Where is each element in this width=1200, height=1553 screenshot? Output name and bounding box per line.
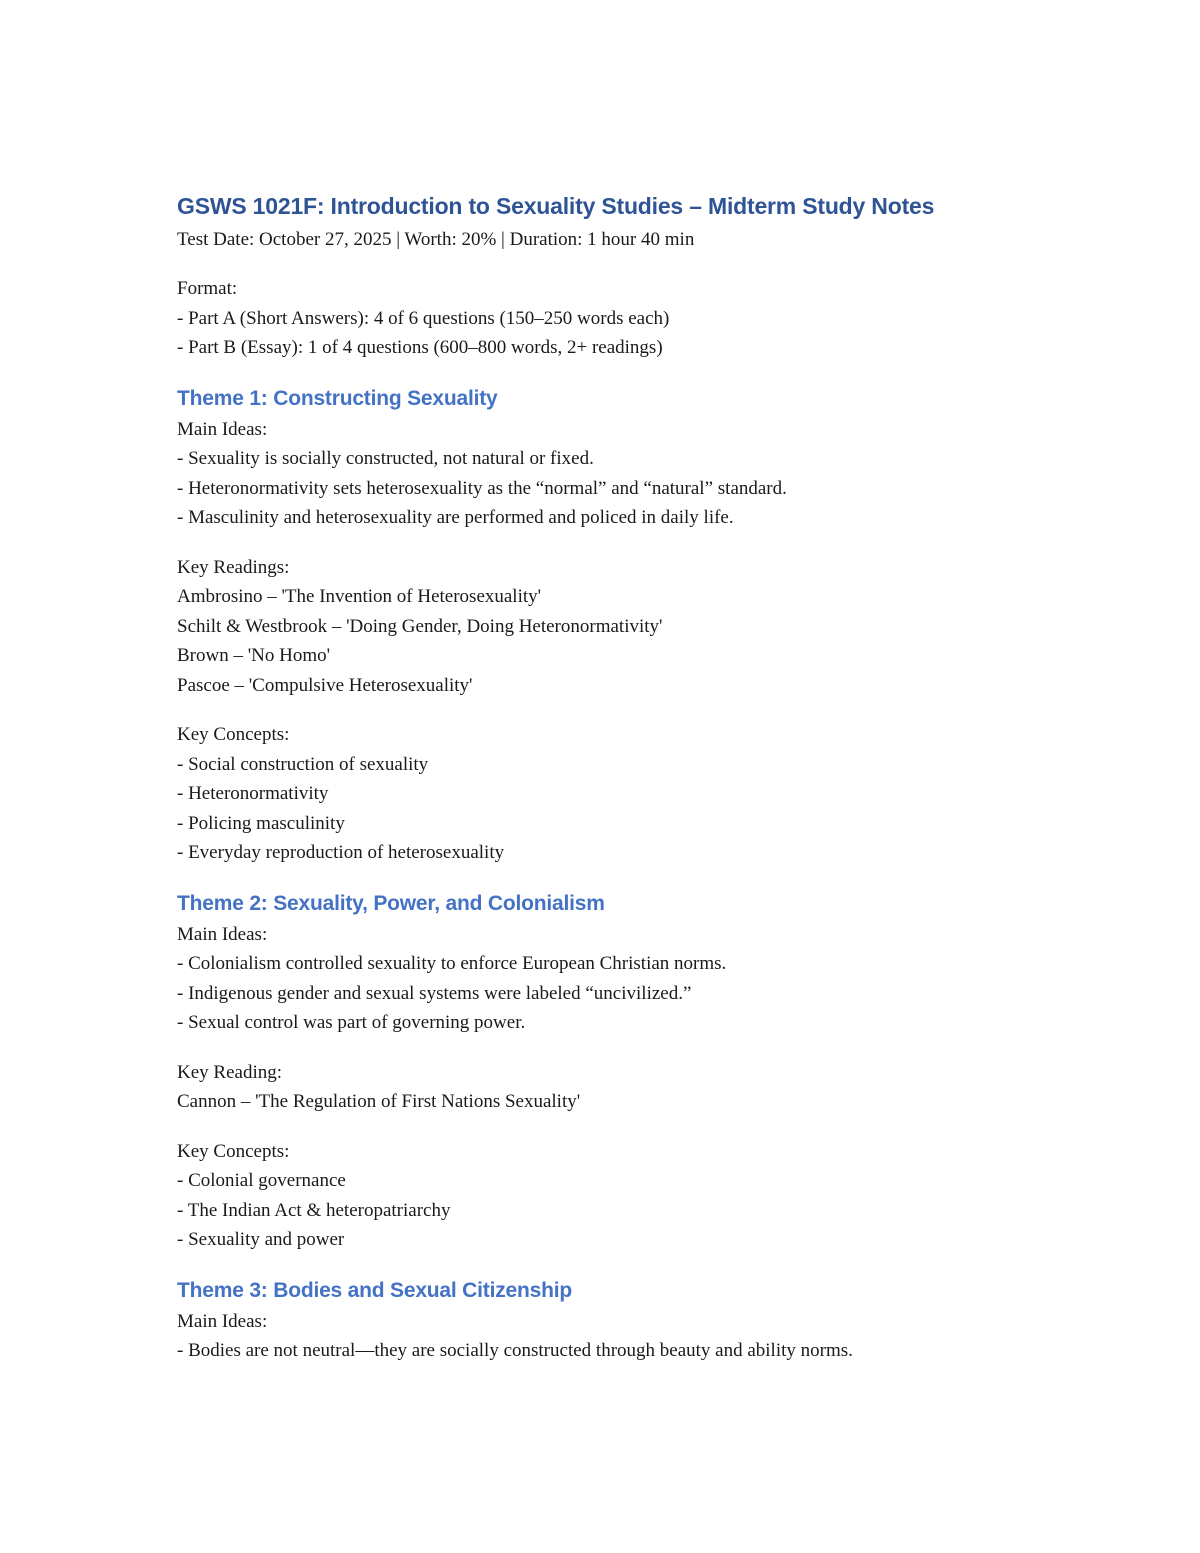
reading-item: Ambrosino – 'The Invention of Heterosexuality'	[177, 586, 542, 607]
key-concepts-label: Key Concepts:	[177, 1140, 290, 1162]
list-item: - Part B (Essay): 1 of 4 questions (600–800 words, 2+ readings)	[177, 337, 663, 358]
theme-2-heading: Theme 2: Sexuality, Power, and Colonialism	[177, 891, 605, 915]
format-label: Format:	[177, 278, 238, 299]
theme-3-heading: Theme 3: Bodies and Sexual Citizenship	[177, 1278, 572, 1302]
reading-item: Pascoe – 'Compulsive Heterosexuality'	[177, 674, 473, 696]
test-info: Test Date: October 27, 2025 | Worth: 20% | Duration: 1 hour 40 min	[177, 229, 695, 250]
key-reading-label: Key Reading:	[177, 1061, 283, 1083]
list-item: - Policing masculinity	[177, 812, 345, 834]
key-concepts-block	[177, 1137, 1077, 1255]
main-ideas-label: Main Ideas:	[177, 923, 268, 945]
list-item: - Indigenous gender and sexual systems were labeled “uncivilized.”	[177, 982, 692, 1004]
theme-3-section	[177, 1275, 1077, 1366]
key-reading-block	[177, 1058, 1077, 1117]
reading-item: Brown – 'No Homo'	[177, 645, 331, 666]
list-item: - Colonial governance	[177, 1170, 346, 1191]
list-item: - Part A (Short Answers): 4 of 6 questions (150–250 words each)	[177, 307, 670, 329]
list-item: - Sexual control was part of governing power.	[177, 1012, 526, 1033]
list-item: - The Indian Act & heteropatriarchy	[177, 1199, 451, 1221]
key-concepts-label: Key Concepts:	[177, 724, 290, 745]
reading-item: Schilt & Westbrook – 'Doing Gender, Doing Heteronormativity'	[177, 615, 663, 637]
list-item: - Masculinity and heterosexuality are performed and policed in daily life.	[177, 507, 734, 528]
theme-1-heading: Theme 1: Constructing Sexuality	[177, 386, 498, 410]
format-section	[177, 274, 1077, 363]
key-readings-label: Key Readings:	[177, 556, 290, 578]
theme-2-section	[177, 888, 1077, 1255]
list-item: - Everyday reproduction of heterosexuality	[177, 842, 505, 863]
document-page	[177, 190, 1077, 1366]
reading-item: Cannon – 'The Regulation of First Nations Sexuality'	[177, 1091, 581, 1112]
list-item: - Bodies are not neutral—they are socially constructed through beauty and ability norms.	[177, 1340, 853, 1361]
key-readings-block	[177, 553, 1077, 701]
list-item: - Sexuality and power	[177, 1229, 345, 1250]
key-concepts-block	[177, 720, 1077, 868]
theme-1-section	[177, 383, 1077, 868]
document-title: GSWS 1021F: Introduction to Sexuality Studies – Midterm Study Notes	[177, 193, 935, 219]
list-item: - Social construction of sexuality	[177, 753, 429, 775]
main-ideas-label: Main Ideas:	[177, 1310, 268, 1332]
list-item: - Colonialism controlled sexuality to enforce European Christian norms.	[177, 953, 727, 974]
list-item: - Heteronormativity	[177, 783, 329, 804]
list-item: - Sexuality is socially constructed, not natural or fixed.	[177, 448, 594, 469]
list-item: - Heteronormativity sets heterosexuality as the “normal” and “natural” standard.	[177, 477, 787, 499]
main-ideas-label: Main Ideas:	[177, 418, 268, 440]
